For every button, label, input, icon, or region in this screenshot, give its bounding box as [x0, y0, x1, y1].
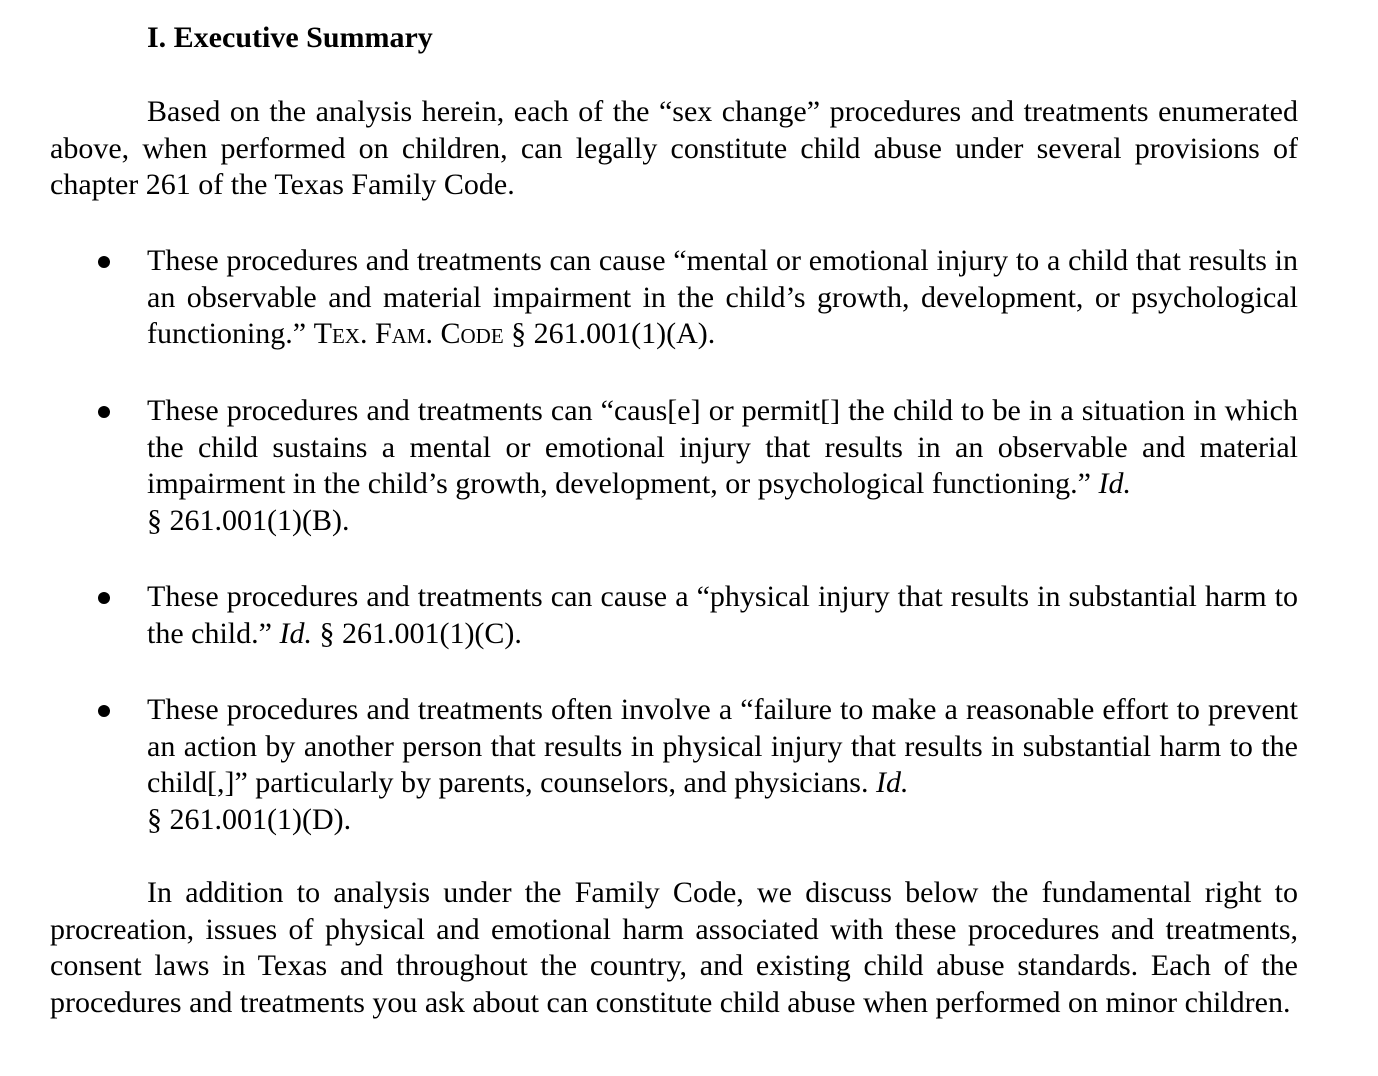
bullet-dot-icon — [98, 592, 110, 604]
bullet-item-1 — [147, 243, 1298, 353]
citation-section: § 261.001(1)(D). — [147, 802, 352, 836]
bullet-text: These procedures and treatments can cause a “physical injury that results in substantial harm to the child.” — [147, 580, 1298, 650]
citation-code: Tex. Fam. Code — [313, 317, 504, 350]
intro-paragraph: Based on the analysis herein, each of the “sex change” procedures and treatments enumerated above, when performed on children, can legally constitute child abuse under several provisions of chapter 261 of the Texas Family Code. — [50, 95, 1298, 201]
closing-paragraph: In addition to analysis under the Family Code, we discuss below the fundamental right to procreation, issues of physical and emotional harm associated with these procedures and treatments, consent laws in Texas and throughout the country, and existing child abuse standards. Each of the procedures and treatments you ask about can constitute child abuse when performed on minor children. — [50, 876, 1298, 1019]
bullet-text: These procedures and treatments often involve a “failure to make a reasonable effort to prevent an action by another person that results in physical injury that results in substantial harm to the child[,]” particularly by parents, counselors, and physicians. — [147, 693, 1298, 799]
citation-id: Id. — [875, 766, 909, 799]
citation-id: Id. — [279, 616, 312, 650]
bullet-item-4 — [147, 692, 1298, 838]
section-heading: I. Executive Summary — [147, 21, 433, 54]
bullet-dot-icon — [98, 256, 110, 268]
citation-section: § 261.001(1)(C). — [311, 616, 522, 650]
bullet-dot-icon — [98, 406, 110, 418]
bullet-text: These procedures and treatments can cause “mental or emotional injury to a child that results in an observable and material impairment in the child’s growth, development, or psychological functioning.” — [147, 244, 1298, 350]
citation-section: § 261.001(1)(B). — [147, 503, 350, 537]
bullet-item-2 — [147, 393, 1298, 539]
bullet-dot-icon — [98, 705, 110, 717]
bullet-text: These procedures and treatments can “caus[e] or permit[] the child to be in a situation in which the child sustains a mental or emotional injury that results in an observable and material impairment in the child’s growth, development, or psychological functioning.” — [147, 394, 1298, 500]
bullet-item-3 — [147, 579, 1298, 652]
citation-id: Id. — [1098, 467, 1131, 500]
citation-section: § 261.001(1)(A). — [503, 317, 716, 350]
